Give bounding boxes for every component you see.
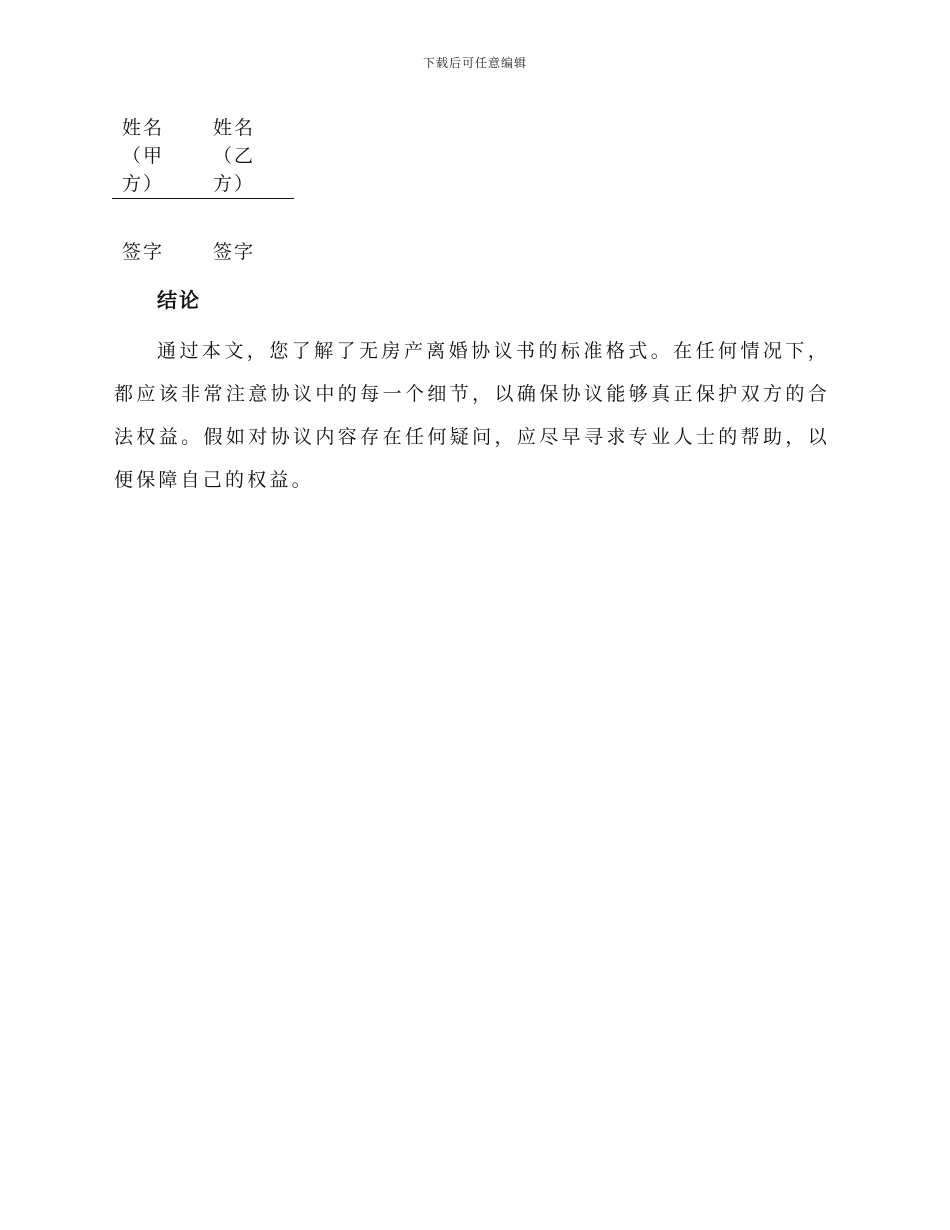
signature-sign-row xyxy=(112,235,294,269)
spacer-cell xyxy=(203,199,294,236)
party-b-name-cell xyxy=(203,114,294,199)
party-a-sign-label: 签字 xyxy=(122,241,165,263)
conclusion-heading: 结论 xyxy=(157,288,201,312)
party-b-sign-cell xyxy=(203,235,294,269)
conclusion-paragraph: 通过本文，您了解了无房产离婚协议书的标准格式。在任何情况下，都应该非常注意协议中的每一个细节，以确保协议能够真正保护双方的合法权益。假如对协议内容存在任何疑问，应尽早寻求专业人士的帮助，以便保障自己的权益。 xyxy=(114,340,830,491)
party-a-sign-cell xyxy=(112,235,203,269)
page-header: 下载后可任意编辑 xyxy=(422,56,527,70)
signature-table xyxy=(112,114,294,269)
party-b-name-label: 姓名（乙方） xyxy=(213,117,256,195)
party-a-name-cell xyxy=(112,114,203,199)
party-a-name-label: 姓名（甲方） xyxy=(122,117,165,195)
signature-spacer-row xyxy=(112,199,294,236)
signature-name-row xyxy=(112,114,294,199)
spacer-cell xyxy=(112,199,203,236)
party-b-sign-label: 签字 xyxy=(213,241,256,263)
